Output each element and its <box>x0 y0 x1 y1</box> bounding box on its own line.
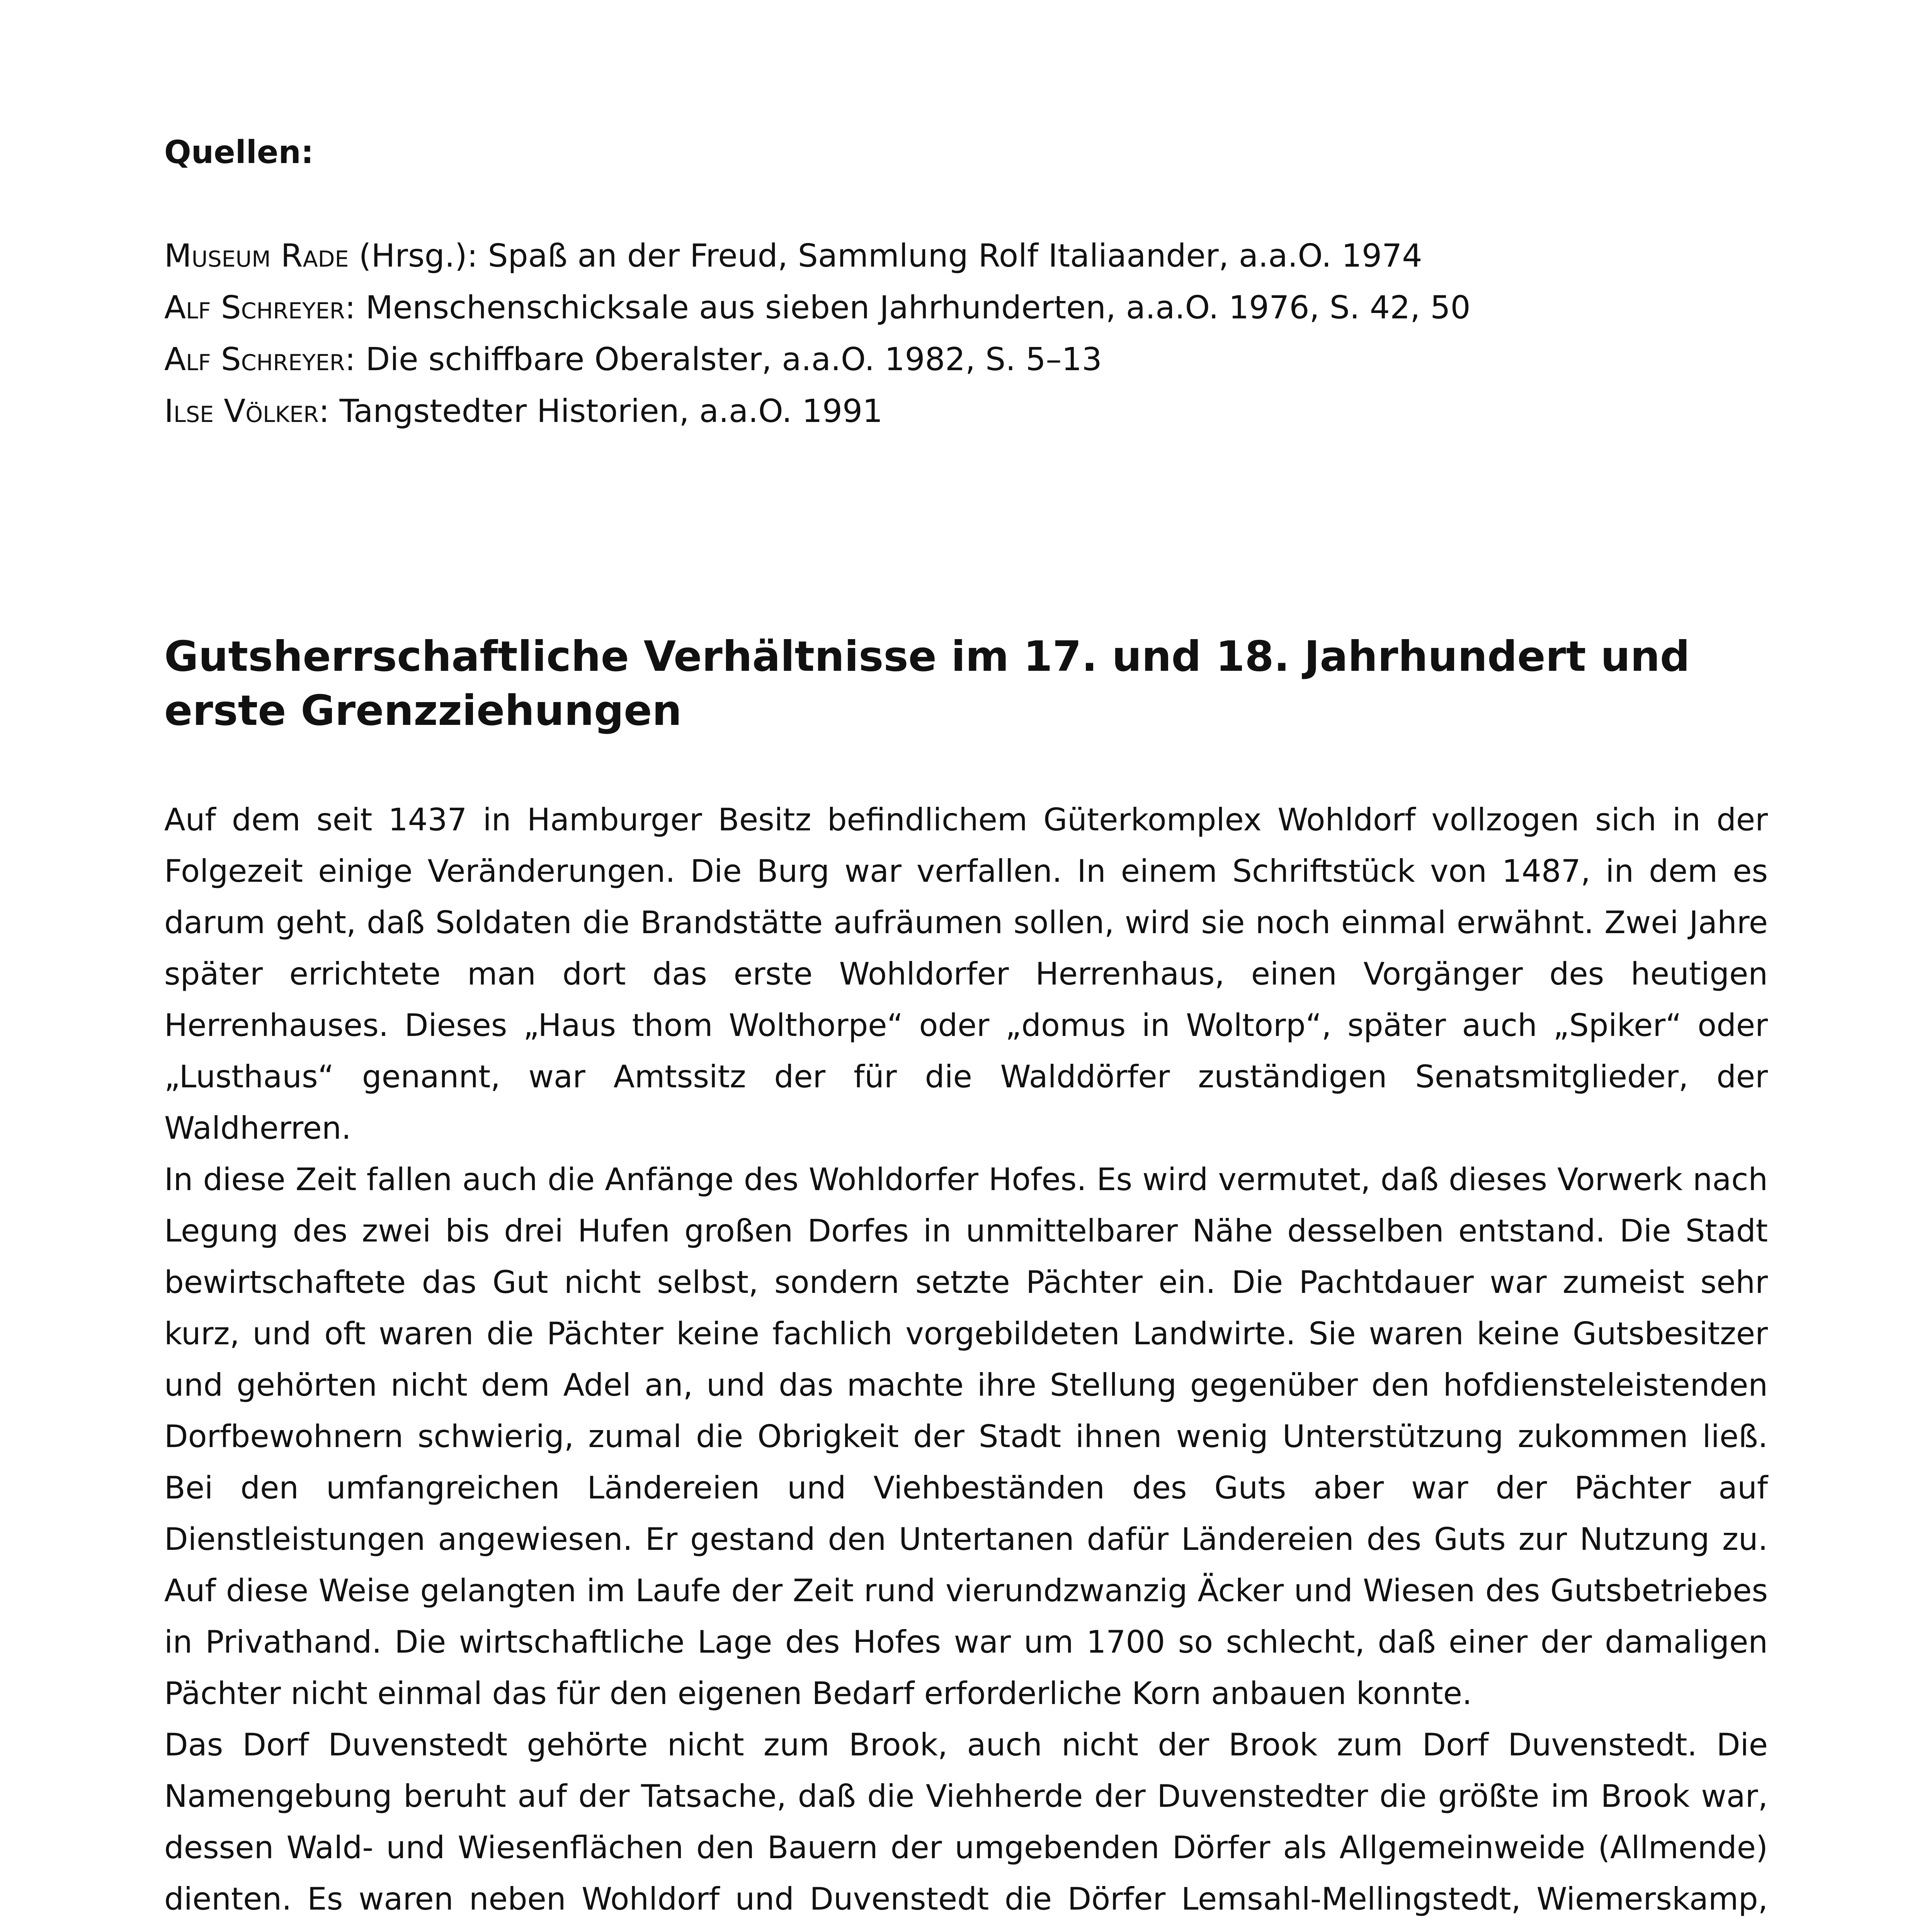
paragraph: Auf dem seit 1437 in Hamburger Besitz befindlichem Güterkomplex Wohldorf vollzogen sich in der Folgezeit einige Veränderungen. Die Burg war verfallen. In einem Schriftstück von 1487, in dem es darum geht, daß Soldaten die Brandstätte aufräumen sollen, wird sie noch einmal erwähnt. Zwei Jahre später errichtete man dort das erste Wohldorfer Herrenhaus, einen Vorgänger des heutigen Herrenhauses. Dieses „Haus thom Wolthorpe“ oder „domus in Woltorp“, später auch „Spiker“ oder „Lusthaus“ genannt, war Amtssitz der für die Walddörfer zuständigen Senatsmitglieder, der Waldherren. <box>164 802 1768 1146</box>
source-author: Alf Schreyer <box>164 341 345 378</box>
paragraph: Das Dorf Duvenstedt gehörte nicht zum Brook, auch nicht der Brook zum Dorf Duvenstedt. Die Namengebung beruht auf der Tatsache, daß die Viehherde der Duvenstedter die größte im Brook war, dessen Wald- und Wiesenflächen den Bauern der umgebenden Dörfer als Allgemeinweide (Allmende) dienten. Es waren neben Wohldorf und Duvenstedt die Dörfer Lemsahl-Mellingstedt, Wiemerskamp, <box>164 1727 1768 1917</box>
source-author: Museum Rade <box>164 238 349 274</box>
source-entry <box>164 334 1768 386</box>
source-author: Alf Schreyer <box>164 289 345 326</box>
source-text: (Hrsg.): Spaß an der Freud, Sammlung Rolf Italiaander, a.a.O. 1974 <box>349 238 1422 274</box>
source-entry <box>164 230 1768 282</box>
body-text <box>164 794 1768 1932</box>
source-text: : Menschenschicksale aus sieben Jahrhunderten, a.a.O. 1976, S. 42, 50 <box>345 289 1471 326</box>
source-author: Ilse Völker <box>164 393 319 430</box>
chapter-title: Gutsherrschaftliche Verhältnisse im 17. und 18. Jahrhundert und erste Grenzziehungen <box>164 633 1690 735</box>
sources-list <box>164 230 1768 437</box>
paragraph: In diese Zeit fallen auch die Anfänge des Wohldorfer Hofes. Es wird vermutet, daß dieses Vorwerk nach Legung des zwei bis drei Hufen großen Dorfes in unmittelbarer Nähe desselben entstand. Die Stadt bewirtschaftete das Gut nicht selbst, sondern setzte Pächter ein. Die Pachtdauer war zumeist sehr kurz, und oft waren die Pächter keine fachlich vorgebildeten Landwirte. Sie waren keine Gutsbesitzer und gehörten nicht dem Adel an, und das machte ihre Stellung gegenüber den hofdiensteleistenden Dorfbewohnern schwierig, zumal die Obrigkeit der Stadt ihnen wenig Unterstützung zukommen ließ. Bei den umfangreichen Ländereien und Viehbeständen des Guts aber war der Pächter auf Dienstleistungen angewiesen. Er gestand den Untertanen dafür Ländereien des Guts zur Nutzung zu. Auf diese Weise gelangten im Laufe der Zeit rund vierundzwanzig Äcker und Wiesen des Gutsbetriebes in Privathand. Die wirtschaftliche Lage des Hofes war um 1700 so schlecht, daß einer der damaligen Pächter nicht einmal das für den eigenen Bedarf erforderliche Korn anbauen konnte. <box>164 1162 1768 1711</box>
sources-heading: Quellen: <box>164 134 314 171</box>
source-entry <box>164 282 1768 334</box>
source-text: : Die schiffbare Oberalster, a.a.O. 1982, S. 5–13 <box>345 341 1102 378</box>
source-text: : Tangstedter Historien, a.a.O. 1991 <box>318 393 883 430</box>
source-entry <box>164 386 1768 437</box>
